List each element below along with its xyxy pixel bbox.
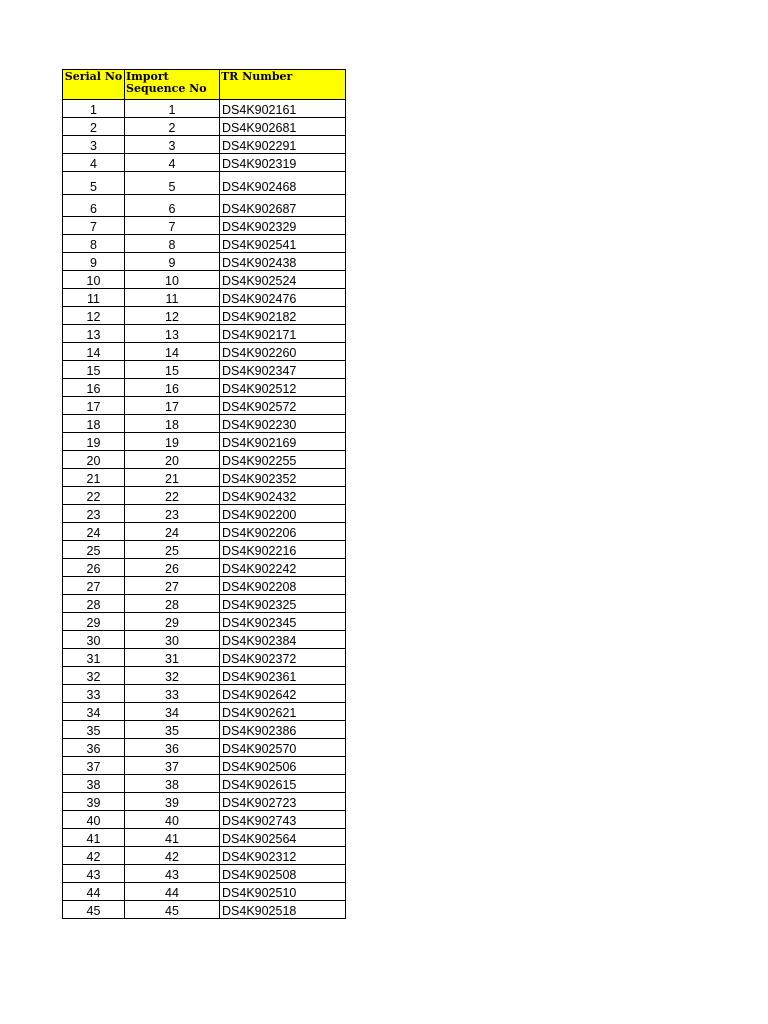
cell-tr-number: DS4K902524 bbox=[220, 271, 346, 289]
table-row bbox=[63, 469, 346, 487]
cell-import-sequence-no: 11 bbox=[125, 289, 220, 307]
cell-tr-number: DS4K902621 bbox=[220, 703, 346, 721]
table-row bbox=[63, 136, 346, 154]
tr-number-table bbox=[62, 69, 346, 919]
cell-serial-no: 14 bbox=[63, 343, 125, 361]
cell-import-sequence-no: 19 bbox=[125, 433, 220, 451]
cell-serial-no: 19 bbox=[63, 433, 125, 451]
cell-tr-number: DS4K902345 bbox=[220, 613, 346, 631]
cell-import-sequence-no: 30 bbox=[125, 631, 220, 649]
table-row bbox=[63, 379, 346, 397]
cell-import-sequence-no: 5 bbox=[125, 172, 220, 195]
table-row bbox=[63, 865, 346, 883]
cell-import-sequence-no: 17 bbox=[125, 397, 220, 415]
cell-serial-no: 6 bbox=[63, 195, 125, 217]
cell-tr-number: DS4K902200 bbox=[220, 505, 346, 523]
header-import-sequence-no: Import Sequence No bbox=[125, 70, 220, 100]
table-row bbox=[63, 811, 346, 829]
cell-tr-number: DS4K902512 bbox=[220, 379, 346, 397]
table-body bbox=[63, 100, 346, 919]
cell-tr-number: DS4K902230 bbox=[220, 415, 346, 433]
cell-serial-no: 31 bbox=[63, 649, 125, 667]
cell-import-sequence-no: 37 bbox=[125, 757, 220, 775]
cell-serial-no: 17 bbox=[63, 397, 125, 415]
cell-import-sequence-no: 10 bbox=[125, 271, 220, 289]
cell-serial-no: 28 bbox=[63, 595, 125, 613]
cell-tr-number: DS4K902476 bbox=[220, 289, 346, 307]
cell-serial-no: 2 bbox=[63, 118, 125, 136]
table-row bbox=[63, 433, 346, 451]
cell-serial-no: 35 bbox=[63, 721, 125, 739]
table-row bbox=[63, 172, 346, 195]
table-row bbox=[63, 523, 346, 541]
cell-serial-no: 30 bbox=[63, 631, 125, 649]
table-row bbox=[63, 757, 346, 775]
cell-import-sequence-no: 38 bbox=[125, 775, 220, 793]
cell-tr-number: DS4K902182 bbox=[220, 307, 346, 325]
table-row bbox=[63, 154, 346, 172]
cell-tr-number: DS4K902506 bbox=[220, 757, 346, 775]
cell-import-sequence-no: 4 bbox=[125, 154, 220, 172]
cell-serial-no: 24 bbox=[63, 523, 125, 541]
cell-import-sequence-no: 22 bbox=[125, 487, 220, 505]
table-row bbox=[63, 118, 346, 136]
cell-import-sequence-no: 21 bbox=[125, 469, 220, 487]
cell-tr-number: DS4K902255 bbox=[220, 451, 346, 469]
table-row bbox=[63, 307, 346, 325]
cell-tr-number: DS4K902743 bbox=[220, 811, 346, 829]
cell-tr-number: DS4K902723 bbox=[220, 793, 346, 811]
cell-tr-number: DS4K902216 bbox=[220, 541, 346, 559]
cell-tr-number: DS4K902615 bbox=[220, 775, 346, 793]
cell-serial-no: 27 bbox=[63, 577, 125, 595]
cell-serial-no: 16 bbox=[63, 379, 125, 397]
cell-serial-no: 41 bbox=[63, 829, 125, 847]
cell-tr-number: DS4K902260 bbox=[220, 343, 346, 361]
table-row bbox=[63, 667, 346, 685]
table-row bbox=[63, 847, 346, 865]
table-row bbox=[63, 253, 346, 271]
cell-serial-no: 38 bbox=[63, 775, 125, 793]
table-row bbox=[63, 577, 346, 595]
cell-import-sequence-no: 6 bbox=[125, 195, 220, 217]
cell-import-sequence-no: 28 bbox=[125, 595, 220, 613]
cell-tr-number: DS4K902361 bbox=[220, 667, 346, 685]
cell-tr-number: DS4K902468 bbox=[220, 172, 346, 195]
table-row bbox=[63, 325, 346, 343]
header-tr-number: TR Number bbox=[220, 70, 346, 100]
cell-tr-number: DS4K902572 bbox=[220, 397, 346, 415]
cell-serial-no: 10 bbox=[63, 271, 125, 289]
table-row bbox=[63, 685, 346, 703]
cell-import-sequence-no: 44 bbox=[125, 883, 220, 901]
table-row bbox=[63, 343, 346, 361]
cell-serial-no: 13 bbox=[63, 325, 125, 343]
cell-serial-no: 20 bbox=[63, 451, 125, 469]
cell-import-sequence-no: 12 bbox=[125, 307, 220, 325]
cell-serial-no: 1 bbox=[63, 100, 125, 118]
cell-serial-no: 42 bbox=[63, 847, 125, 865]
cell-serial-no: 12 bbox=[63, 307, 125, 325]
table-row bbox=[63, 829, 346, 847]
table-row bbox=[63, 217, 346, 235]
table-row bbox=[63, 195, 346, 217]
cell-serial-no: 23 bbox=[63, 505, 125, 523]
cell-import-sequence-no: 24 bbox=[125, 523, 220, 541]
cell-serial-no: 40 bbox=[63, 811, 125, 829]
cell-serial-no: 21 bbox=[63, 469, 125, 487]
cell-tr-number: DS4K902242 bbox=[220, 559, 346, 577]
cell-serial-no: 5 bbox=[63, 172, 125, 195]
cell-serial-no: 32 bbox=[63, 667, 125, 685]
cell-tr-number: DS4K902319 bbox=[220, 154, 346, 172]
cell-tr-number: DS4K902438 bbox=[220, 253, 346, 271]
cell-tr-number: DS4K902161 bbox=[220, 100, 346, 118]
table-row bbox=[63, 739, 346, 757]
cell-tr-number: DS4K902564 bbox=[220, 829, 346, 847]
table-row bbox=[63, 595, 346, 613]
cell-serial-no: 3 bbox=[63, 136, 125, 154]
cell-import-sequence-no: 15 bbox=[125, 361, 220, 379]
cell-tr-number: DS4K902206 bbox=[220, 523, 346, 541]
cell-import-sequence-no: 32 bbox=[125, 667, 220, 685]
cell-tr-number: DS4K902329 bbox=[220, 217, 346, 235]
cell-serial-no: 45 bbox=[63, 901, 125, 919]
table-row bbox=[63, 289, 346, 307]
cell-import-sequence-no: 16 bbox=[125, 379, 220, 397]
cell-import-sequence-no: 13 bbox=[125, 325, 220, 343]
cell-import-sequence-no: 14 bbox=[125, 343, 220, 361]
cell-serial-no: 37 bbox=[63, 757, 125, 775]
cell-tr-number: DS4K902325 bbox=[220, 595, 346, 613]
cell-import-sequence-no: 9 bbox=[125, 253, 220, 271]
cell-tr-number: DS4K902570 bbox=[220, 739, 346, 757]
table-row bbox=[63, 541, 346, 559]
cell-tr-number: DS4K902208 bbox=[220, 577, 346, 595]
cell-serial-no: 9 bbox=[63, 253, 125, 271]
cell-import-sequence-no: 27 bbox=[125, 577, 220, 595]
cell-tr-number: DS4K902386 bbox=[220, 721, 346, 739]
cell-tr-number: DS4K902384 bbox=[220, 631, 346, 649]
cell-tr-number: DS4K902642 bbox=[220, 685, 346, 703]
cell-serial-no: 43 bbox=[63, 865, 125, 883]
cell-tr-number: DS4K902518 bbox=[220, 901, 346, 919]
cell-tr-number: DS4K902510 bbox=[220, 883, 346, 901]
cell-import-sequence-no: 41 bbox=[125, 829, 220, 847]
cell-import-sequence-no: 34 bbox=[125, 703, 220, 721]
cell-tr-number: DS4K902171 bbox=[220, 325, 346, 343]
table-row bbox=[63, 721, 346, 739]
cell-tr-number: DS4K902291 bbox=[220, 136, 346, 154]
cell-import-sequence-no: 23 bbox=[125, 505, 220, 523]
cell-import-sequence-no: 29 bbox=[125, 613, 220, 631]
cell-tr-number: DS4K902508 bbox=[220, 865, 346, 883]
cell-serial-no: 33 bbox=[63, 685, 125, 703]
cell-tr-number: DS4K902432 bbox=[220, 487, 346, 505]
cell-serial-no: 8 bbox=[63, 235, 125, 253]
cell-serial-no: 44 bbox=[63, 883, 125, 901]
cell-serial-no: 25 bbox=[63, 541, 125, 559]
cell-serial-no: 4 bbox=[63, 154, 125, 172]
cell-tr-number: DS4K902541 bbox=[220, 235, 346, 253]
cell-import-sequence-no: 18 bbox=[125, 415, 220, 433]
cell-serial-no: 39 bbox=[63, 793, 125, 811]
table-row bbox=[63, 397, 346, 415]
table-row bbox=[63, 703, 346, 721]
cell-serial-no: 7 bbox=[63, 217, 125, 235]
cell-import-sequence-no: 8 bbox=[125, 235, 220, 253]
cell-serial-no: 22 bbox=[63, 487, 125, 505]
table-row bbox=[63, 415, 346, 433]
table-row bbox=[63, 775, 346, 793]
table-row bbox=[63, 235, 346, 253]
cell-tr-number: DS4K902687 bbox=[220, 195, 346, 217]
cell-import-sequence-no: 2 bbox=[125, 118, 220, 136]
table-row bbox=[63, 901, 346, 919]
cell-serial-no: 26 bbox=[63, 559, 125, 577]
cell-tr-number: DS4K902352 bbox=[220, 469, 346, 487]
cell-tr-number: DS4K902347 bbox=[220, 361, 346, 379]
cell-tr-number: DS4K902312 bbox=[220, 847, 346, 865]
table-row bbox=[63, 649, 346, 667]
cell-tr-number: DS4K902372 bbox=[220, 649, 346, 667]
cell-import-sequence-no: 1 bbox=[125, 100, 220, 118]
cell-import-sequence-no: 26 bbox=[125, 559, 220, 577]
table-row bbox=[63, 361, 346, 379]
cell-import-sequence-no: 45 bbox=[125, 901, 220, 919]
table-row bbox=[63, 793, 346, 811]
cell-serial-no: 11 bbox=[63, 289, 125, 307]
cell-import-sequence-no: 33 bbox=[125, 685, 220, 703]
cell-import-sequence-no: 39 bbox=[125, 793, 220, 811]
table-row bbox=[63, 559, 346, 577]
cell-import-sequence-no: 35 bbox=[125, 721, 220, 739]
cell-import-sequence-no: 20 bbox=[125, 451, 220, 469]
cell-serial-no: 18 bbox=[63, 415, 125, 433]
cell-import-sequence-no: 25 bbox=[125, 541, 220, 559]
cell-import-sequence-no: 40 bbox=[125, 811, 220, 829]
cell-import-sequence-no: 43 bbox=[125, 865, 220, 883]
cell-tr-number: DS4K902681 bbox=[220, 118, 346, 136]
cell-serial-no: 34 bbox=[63, 703, 125, 721]
table-row bbox=[63, 883, 346, 901]
table-row bbox=[63, 505, 346, 523]
table-row bbox=[63, 100, 346, 118]
table-header-row bbox=[63, 70, 346, 100]
table-row bbox=[63, 487, 346, 505]
cell-import-sequence-no: 31 bbox=[125, 649, 220, 667]
cell-import-sequence-no: 36 bbox=[125, 739, 220, 757]
cell-import-sequence-no: 7 bbox=[125, 217, 220, 235]
table-row bbox=[63, 631, 346, 649]
table-row bbox=[63, 271, 346, 289]
cell-tr-number: DS4K902169 bbox=[220, 433, 346, 451]
table-row bbox=[63, 613, 346, 631]
cell-import-sequence-no: 3 bbox=[125, 136, 220, 154]
cell-serial-no: 29 bbox=[63, 613, 125, 631]
cell-serial-no: 36 bbox=[63, 739, 125, 757]
table-row bbox=[63, 451, 346, 469]
header-serial-no: Serial No bbox=[63, 70, 125, 100]
cell-serial-no: 15 bbox=[63, 361, 125, 379]
cell-import-sequence-no: 42 bbox=[125, 847, 220, 865]
